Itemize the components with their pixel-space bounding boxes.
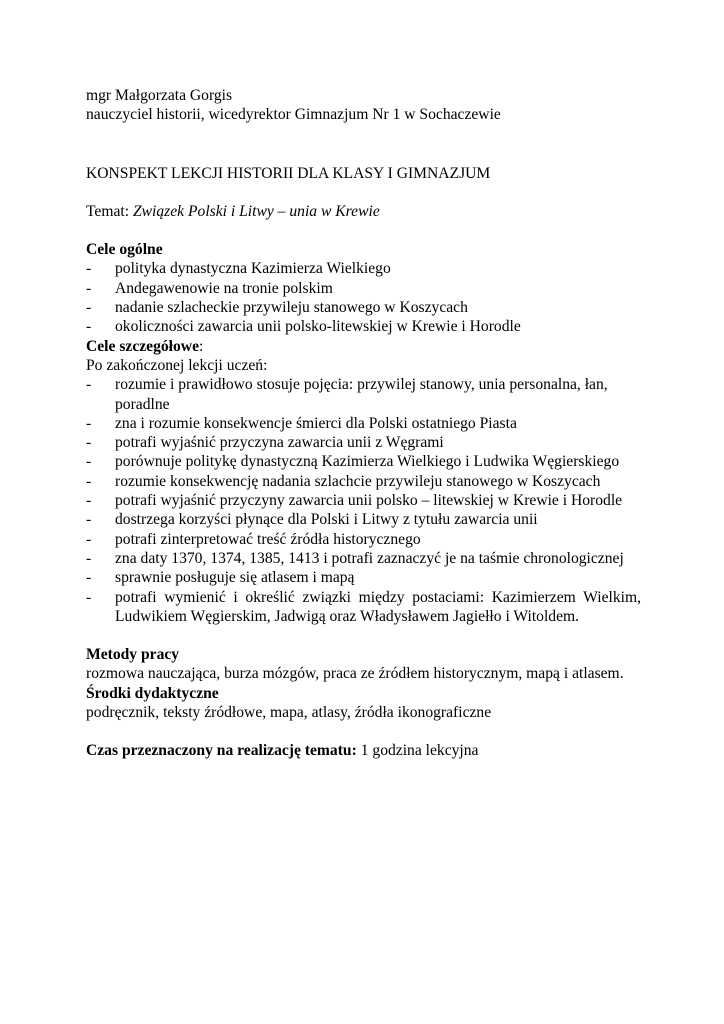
dash-bullet: - — [86, 299, 92, 317]
detailed-goals-heading-line — [86, 337, 641, 356]
dash-bullet: - — [86, 511, 92, 529]
dash-bullet: - — [86, 260, 92, 278]
list-item-text: polityka dynastyczna Kazimierza Wielkiego — [115, 260, 391, 278]
list-item — [86, 510, 641, 529]
list-item — [86, 279, 641, 298]
list-item — [86, 588, 641, 627]
list-item-text: zna i rozumie konsekwencje śmierci dla Polski ostatniego Piasta — [115, 414, 517, 432]
methods-heading: Metody pracy — [86, 646, 180, 664]
duration-line — [86, 741, 641, 760]
list-item — [86, 375, 641, 414]
list-item — [86, 491, 641, 510]
list-item — [86, 433, 641, 452]
general-goals-heading: Cele ogólne — [86, 241, 163, 259]
list-item-text: dostrzega korzyści płynące dla Polski i Litwy z tytułu zawarcia unii — [115, 511, 538, 529]
dash-bullet: - — [86, 414, 92, 432]
dash-bullet: - — [86, 279, 92, 297]
detailed-goals-intro: Po zakończonej lekcji uczeń: — [86, 356, 268, 374]
methods-text: rozmowa nauczająca, burza mózgów, praca ze źródłem historycznym, mapą i atlasem. — [86, 665, 624, 683]
dash-bullet: - — [86, 434, 92, 452]
topic-value: Związek Polski i Litwy – unia w Krewie — [132, 202, 380, 220]
list-item — [86, 259, 641, 278]
topic-label: Temat: — [86, 202, 130, 220]
list-item-text: potrafi wyjaśnić przyczyna zawarcia unii z Węgrami — [115, 434, 444, 452]
list-item — [86, 298, 641, 317]
author-name: mgr Małgorzata Gorgis — [86, 87, 233, 104]
dash-bullet: - — [86, 588, 92, 606]
document-content — [86, 86, 641, 761]
list-item — [86, 452, 641, 471]
list-item — [86, 568, 641, 587]
duration-label: Czas przeznaczony na realizację tematu: — [86, 742, 357, 760]
list-item-text: porównuje politykę dynastyczną Kazimierza Wielkiego i Ludwika Węgierskiego — [115, 453, 620, 471]
dash-bullet: - — [86, 318, 92, 336]
detailed-goals-heading: Cele szczegółowe — [86, 337, 199, 355]
list-item — [86, 530, 641, 549]
dash-bullet: - — [86, 376, 92, 394]
dash-bullet: - — [86, 549, 92, 567]
list-item-text: zna daty 1370, 1374, 1385, 1413 i potrafi zaznaczyć je na taśmie chronologicznej — [115, 549, 624, 567]
list-item — [86, 414, 641, 433]
detailed-goals-heading-suffix: : — [199, 337, 204, 355]
dash-bullet: - — [86, 569, 92, 587]
list-item-text: rozumie i prawidłowo stosuje pojęcia: przywilej stanowy, unia personalna, łan, poradlne — [115, 376, 608, 413]
detailed-goals-list — [86, 375, 641, 626]
list-item-text: nadanie szlacheckie przywileju stanowego w Koszycach — [115, 299, 468, 317]
dash-bullet: - — [86, 492, 92, 510]
list-item-text: potrafi zinterpretować treść źródła historycznego — [115, 530, 421, 548]
list-item-text: okoliczności zawarcia unii polsko-litewskiej w Krewie i Horodle — [115, 318, 521, 336]
author-position: nauczyciel historii, wicedyrektor Gimnazjum Nr 1 w Sochaczewie — [86, 106, 501, 124]
list-item — [86, 472, 641, 491]
list-item — [86, 317, 641, 336]
dash-bullet: - — [86, 453, 92, 471]
resources-heading: Środki dydaktyczne — [86, 684, 219, 702]
dash-bullet: - — [86, 472, 92, 490]
list-item-text: Andegawenowie na tronie polskim — [115, 279, 333, 297]
list-item-text: sprawnie posługuje się atlasem i mapą — [115, 569, 355, 587]
duration-value: 1 godzina lekcyjna — [360, 742, 479, 760]
list-item-text: rozumie konsekwencję nadania szlachcie przywileju stanowego w Koszycach — [115, 472, 601, 490]
list-item-text: potrafi wymienić i określić związki między postaciami: Kazimierzem Wielkim, Ludwikiem Węgierskim, Jadwigą oraz Władysławem Jagiełło i Witoldem. — [115, 588, 641, 625]
list-item-text: potrafi wyjaśnić przyczyny zawarcia unii polsko – litewskiej w Krewie i Horodle — [115, 492, 623, 510]
resources-text: podręcznik, teksty źródłowe, mapa, atlasy, źródła ikonograficzne — [86, 704, 492, 722]
list-item — [86, 549, 641, 568]
dash-bullet: - — [86, 530, 92, 548]
document-title: KONSPEKT LEKCJI HISTORII DLA KLASY I GIMNAZJUM — [86, 164, 491, 182]
lesson-topic — [86, 202, 641, 221]
general-goals-list — [86, 259, 641, 336]
